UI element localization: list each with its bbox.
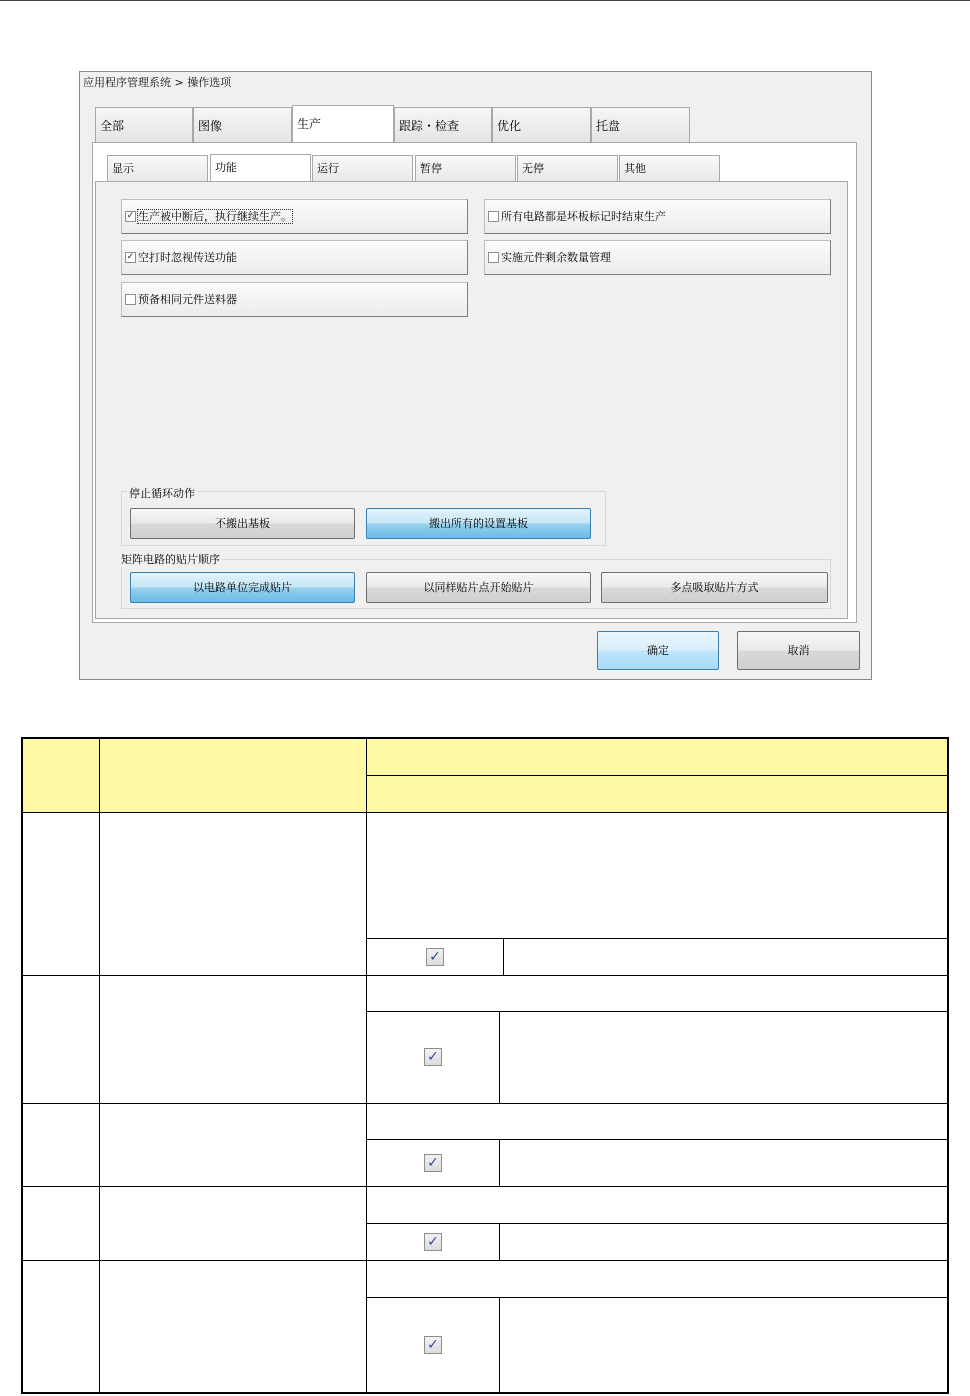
option-end-when-all-bad[interactable] — [484, 199, 831, 234]
row-divider — [23, 1103, 947, 1104]
checkbox-unchecked-icon[interactable] — [488, 252, 499, 263]
complete-by-circuit-button[interactable]: 以电路单位完成贴片 — [130, 572, 355, 603]
cancel-button[interactable]: 取消 — [737, 631, 860, 670]
page-top-rule — [0, 0, 970, 1]
option-resume-production[interactable] — [121, 199, 468, 234]
option-label: 预备相同元件送料器 — [138, 293, 237, 306]
options-dialog — [79, 71, 872, 680]
option-spare-feeder[interactable] — [121, 282, 468, 317]
subtab-function[interactable]: 功能 — [210, 154, 311, 182]
start-same-point-button[interactable]: 以同样贴片点开始贴片 — [366, 572, 591, 603]
ok-button[interactable]: 确定 — [597, 631, 719, 670]
row-divider — [23, 1186, 947, 1187]
unload-all-boards-button[interactable]: 搬出所有的设置基板 — [366, 508, 591, 539]
multi-pick-button[interactable]: 多点吸取贴片方式 — [601, 572, 828, 603]
tab-optimize[interactable]: 优化 — [492, 107, 591, 143]
checkbox-unchecked-icon[interactable] — [488, 211, 499, 222]
tab-tray[interactable]: 托盘 — [591, 107, 690, 143]
checkbox-checked-icon: ✓ — [426, 948, 444, 966]
checkbox-checked-icon[interactable]: ✓ — [126, 210, 135, 221]
row-divider — [23, 1260, 947, 1261]
subtab-pause[interactable]: 暂停 — [415, 155, 516, 182]
tab-tracking-inspection[interactable]: 跟踪・检查 — [394, 107, 492, 143]
row-divider — [367, 1297, 947, 1298]
options-table — [21, 737, 949, 1394]
col-divider — [499, 1139, 500, 1186]
checkbox-checked-icon: ✓ — [424, 1154, 442, 1172]
dialog-title: 应用程序管理系统 > 操作选项 — [83, 76, 232, 89]
subtab-run[interactable]: 运行 — [312, 155, 413, 182]
row-divider — [23, 812, 947, 813]
col-divider — [499, 1297, 500, 1392]
option-remaining-count[interactable] — [484, 240, 831, 275]
tab-image[interactable]: 图像 — [193, 107, 292, 143]
no-unload-board-button[interactable]: 不搬出基板 — [130, 508, 355, 539]
option-label: 所有电路都是坏板标记时结束生产 — [501, 210, 666, 223]
stop-cycle-group-label: 停止循环动作 — [129, 487, 195, 500]
option-label: 空打时忽视传送功能 — [138, 251, 237, 264]
col-divider — [366, 739, 367, 1392]
col-divider — [503, 938, 504, 975]
option-label: 实施元件剩余数量管理 — [501, 251, 611, 264]
tab-production[interactable]: 生产 — [292, 105, 394, 143]
checkbox-checked-icon: ✓ — [424, 1336, 442, 1354]
row-divider — [23, 975, 947, 976]
matrix-order-group-label: 矩阵电路的贴片顺序 — [121, 553, 220, 566]
checkbox-checked-icon[interactable]: ✓ — [126, 251, 135, 262]
row-divider — [367, 1223, 947, 1224]
col-divider — [499, 1223, 500, 1260]
row-divider — [367, 775, 947, 776]
subtab-display[interactable]: 显示 — [107, 155, 208, 182]
col-divider — [499, 1011, 500, 1103]
col-divider — [99, 739, 100, 1392]
row-divider — [367, 1139, 947, 1140]
row-divider — [367, 938, 947, 939]
option-ignore-transfer[interactable] — [121, 240, 468, 275]
row-divider — [367, 1011, 947, 1012]
checkbox-checked-icon: ✓ — [424, 1233, 442, 1251]
subtab-other[interactable]: 其他 — [619, 155, 720, 182]
tab-all[interactable]: 全部 — [95, 107, 193, 143]
checkbox-checked-icon: ✓ — [424, 1048, 442, 1066]
checkbox-unchecked-icon[interactable] — [125, 294, 136, 305]
option-label: 生产被中断后，执行继续生产。 — [138, 210, 292, 223]
subtab-nonstop[interactable]: 无停 — [517, 155, 618, 182]
